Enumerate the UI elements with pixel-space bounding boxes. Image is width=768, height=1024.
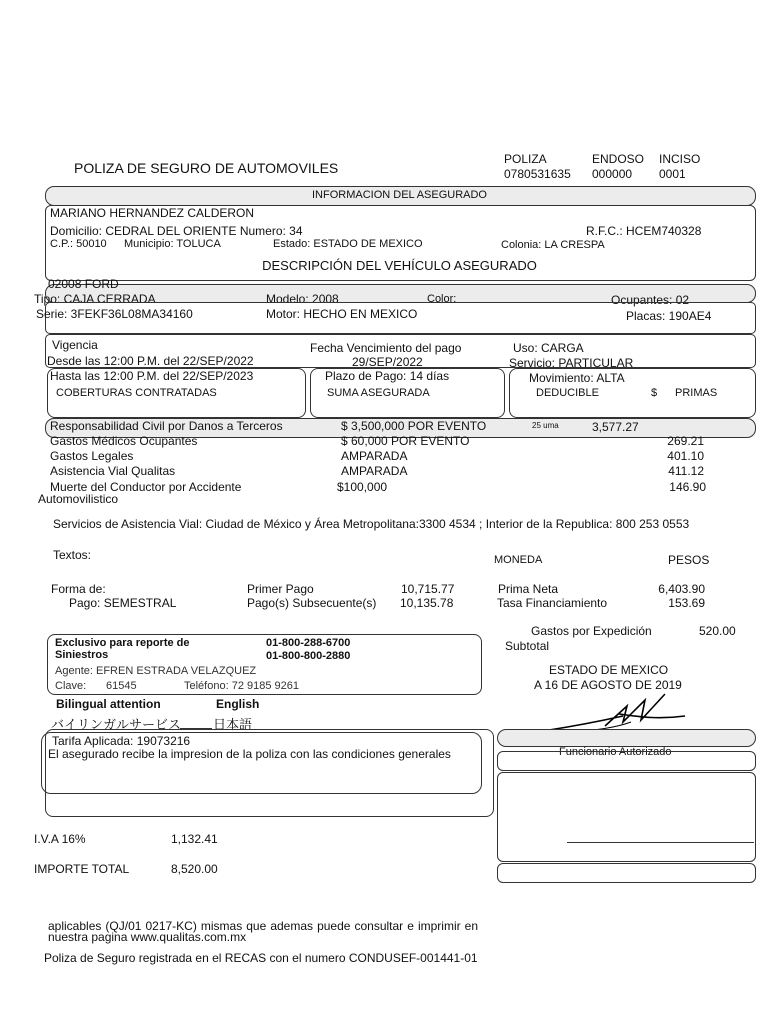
- claims-phone-1: 01-800-288-6700: [266, 637, 351, 649]
- bilingual-label: Bilingual attention: [56, 697, 161, 711]
- poliza-label: POLIZA: [504, 152, 547, 166]
- textos-label: Textos:: [53, 548, 92, 562]
- insured-municipio: Municipio: TOLUCA: [124, 238, 221, 250]
- claims-title: Exclusivo para reporte de: [55, 637, 190, 649]
- coverage-premium: 3,577.27: [592, 420, 639, 434]
- net-premium-value: 6,403.90: [658, 582, 705, 596]
- movement-type: Movimiento: ALTA: [529, 371, 625, 385]
- coverage-name: Responsabilidad Civil por Danos a Terceros: [50, 419, 283, 433]
- authorized-officer-label: Funcionario Autorizado: [559, 746, 672, 758]
- vehicle-use: Uso: CARGA: [513, 341, 584, 355]
- issue-date: A 16 DE AGOSTO DE 2019: [534, 678, 682, 692]
- claims-title-2: Siniestros: [55, 649, 109, 661]
- payment-due-label: Fecha Vencimiento del pago: [310, 341, 462, 355]
- bilingual-jp-lang: 日本語: [213, 717, 253, 732]
- coverage-name: Gastos Legales: [50, 449, 134, 463]
- first-payment-value: 10,715.77: [401, 582, 455, 596]
- issuance-fee-label: Gastos por Expedición: [531, 624, 652, 638]
- iva-label: I.V.A 16%: [34, 832, 86, 846]
- vehicle-model: Modelo: 2008: [266, 292, 339, 306]
- inciso-label: INCISO: [659, 152, 701, 166]
- conditions-inner-box: [41, 732, 482, 794]
- assistance-phones: Servicios de Asistencia Vial: Ciudad de México y Área Metropolitana:3300 4534 ; Interior de la Republica: 800 253 0553: [53, 517, 690, 531]
- coverage-header-dollar: $: [651, 387, 658, 399]
- issuance-fee-value: 520.00: [699, 624, 736, 638]
- subsequent-payment-label: Pago(s) Subsecuente(s): [247, 596, 377, 610]
- insured-name: MARIANO HERNANDEZ CALDERON: [50, 206, 255, 220]
- insured-section-title: INFORMACION DEL ASEGURADO: [311, 189, 487, 201]
- insured-cp: C.P.: 50010: [50, 238, 107, 250]
- coverage-name: Asistencia Vial Qualitas: [50, 464, 176, 478]
- payment-form-value: Pago: SEMESTRAL: [69, 596, 177, 610]
- agent-name: Agente: EFREN ESTRADA VELAZQUEZ: [55, 665, 257, 677]
- policy-title: POLIZA DE SEGURO DE AUTOMOVILES: [74, 160, 339, 176]
- bilingual-english: English: [216, 697, 260, 711]
- applied-rate: Tarifa Aplicada: 19073216: [52, 734, 191, 748]
- vehicle-engine: Motor: HECHO EN MEXICO: [266, 307, 418, 321]
- endoso-label: ENDOSO: [592, 152, 645, 166]
- coverage-sum: $100,000: [337, 480, 388, 494]
- coverage-sum: $ 60,000 POR EVENTO: [341, 434, 470, 448]
- agent-phone: Teléfono: 72 9185 9261: [184, 680, 299, 692]
- coverage-sum: $ 3,500,000 POR EVENTO: [341, 419, 487, 433]
- footer-conditions: aplicables (QJ/01 0217-KC) mismas que ademas puede consultar e imprimir en nuestra pagina www.qualitas.com.mx: [48, 919, 478, 944]
- signature-line: [567, 842, 754, 843]
- vigencia-hasta: Hasta las 12:00 P.M. del 22/SEP/2023: [50, 369, 254, 383]
- authorized-band: [497, 729, 756, 747]
- insured-rfc: R.F.C.: HCEM740328: [586, 224, 702, 238]
- coverage-header-primas: PRIMAS: [675, 387, 718, 399]
- first-payment-label: Primer Pago: [247, 582, 314, 596]
- net-premium-label: Prima Neta: [498, 582, 559, 596]
- authorized-box-2: [497, 772, 756, 862]
- insured-colonia: Colonia: LA CRESPA: [501, 239, 605, 251]
- bilingual-jp-service: バイリンガルサービス: [51, 717, 182, 732]
- coverage-header-deducible: DEDUCIBLE: [536, 387, 599, 399]
- vehicle-plates: Placas: 190AE4: [626, 309, 712, 323]
- vehicle-serial: Serie: 3FEKF36L08MA34160: [36, 307, 193, 321]
- subsequent-payment-value: 10,135.78: [400, 596, 454, 610]
- authorized-box-3: [497, 863, 756, 883]
- coverage-header-coberturas: COBERTURAS CONTRATADAS: [56, 387, 217, 399]
- authorized-box-1: [497, 751, 756, 771]
- coverage-name: Muerte del Conductor por Accidente: [50, 480, 242, 494]
- total-value: 8,520.00: [171, 862, 218, 876]
- inciso-number: 0001: [659, 167, 686, 181]
- issue-place: ESTADO DE MEXICO: [549, 663, 669, 677]
- conditions-text: El asegurado recibe la impresion de la poliza con las condiciones generales: [48, 747, 451, 761]
- vehicle-code: 02008 FORD: [48, 277, 119, 291]
- vehicle-service: Servicio: PARTICULAR: [509, 356, 634, 370]
- coverage-sum: AMPARADA: [341, 464, 408, 478]
- coverage-name: Gastos Médicos Ocupantes: [50, 434, 198, 448]
- subtotal-label: Subtotal: [505, 639, 550, 653]
- coverage-header-suma: SUMA ASEGURADA: [327, 387, 430, 399]
- coverage-premium: 411.12: [668, 464, 704, 478]
- currency-label: MONEDA: [494, 554, 543, 566]
- vehicle-type: Tipo: CAJA CERRADA: [34, 292, 156, 306]
- coverage-premium: 401.10: [667, 449, 704, 463]
- vigencia-label: Vigencia: [52, 338, 98, 352]
- coverage-deductible: 25 uma: [532, 421, 559, 430]
- financing-rate-value: 153.69: [668, 596, 705, 610]
- financing-rate-label: Tasa Financiamiento: [497, 596, 608, 610]
- vehicle-occupants: Ocupantes: 02: [611, 293, 690, 307]
- insured-address: Domicilio: CEDRAL DEL ORIENTE Numero: 34: [50, 224, 303, 238]
- footer-recas: Poliza de Seguro registrada en el RECAS con el numero CONDUSEF-001441-01: [44, 951, 478, 965]
- agent-key-label: Clave:: [55, 680, 87, 692]
- vehicle-color: Color:: [427, 293, 457, 305]
- coverage-name-continuation: Automovilistico: [38, 492, 119, 506]
- vigencia-desde: Desde las 12:00 P.M. del 22/SEP/2022: [47, 354, 254, 368]
- currency-value: PESOS: [668, 553, 710, 567]
- claims-phone-2: 01-800-800-2880: [266, 650, 351, 662]
- endoso-number: 000000: [592, 167, 633, 181]
- poliza-number: 0780531635: [504, 167, 571, 181]
- payment-form-label: Forma de:: [51, 582, 106, 596]
- iva-value: 1,132.41: [171, 832, 218, 846]
- coverage-sum: AMPARADA: [341, 449, 408, 463]
- insured-estado: Estado: ESTADO DE MEXICO: [273, 238, 423, 250]
- total-label: IMPORTE TOTAL: [34, 862, 130, 876]
- coverage-premium: 269.21: [667, 434, 704, 448]
- vehicle-section-title: DESCRIPCIÓN DEL VEHÍCULO ASEGURADO: [262, 258, 537, 273]
- agent-key-value: 61545: [106, 680, 137, 692]
- payment-term: Plazo de Pago: 14 días: [325, 369, 450, 383]
- coverage-premium: 146.90: [669, 480, 706, 494]
- payment-due-date: 29/SEP/2022: [352, 355, 423, 369]
